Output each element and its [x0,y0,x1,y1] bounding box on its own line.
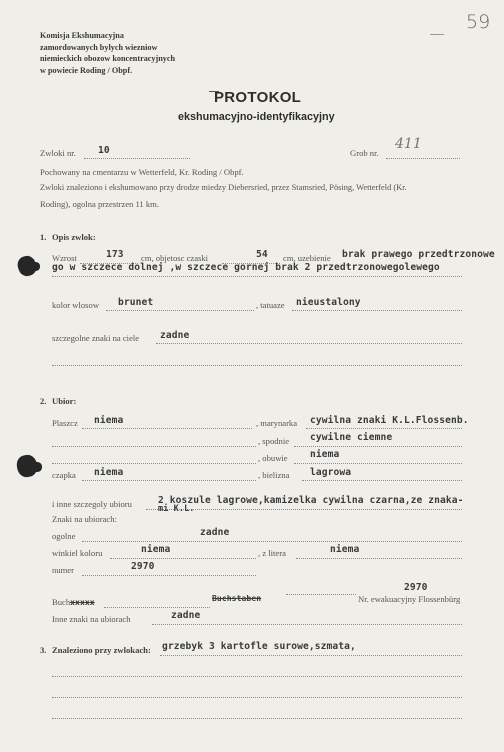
tatuaze-label: , tatuaze [256,300,285,310]
litera-label: , z litera [258,548,286,558]
inne-znaki-value: zadne [171,610,201,621]
plaszcz-value: niema [94,415,124,426]
buch-strikeout: xxxxx [70,598,95,607]
buch-line [104,607,210,608]
blank-line-3 [52,463,256,464]
winkiel-value: niema [141,544,171,555]
blank-line-2 [52,446,256,447]
nr-line [286,594,356,595]
inne-value-2: mi K.L. [158,504,195,514]
section-3-heading: Znaleziono przy zwlokach: [52,645,151,655]
zwloki-label: Zwloki nr. [40,148,76,158]
znaleziono-text-2: Roding), ogolna przestrzen 11 km. [40,199,160,209]
litera-value: niema [330,544,360,555]
pochowany-text: Pochowany na cmentarzu w Wetterfeld, Kr. Roding / Obpf. [40,167,244,177]
numer-label: numer [52,565,74,575]
kolor-line [106,310,254,311]
kolor-value: brunet [118,297,154,308]
marynarka-value: cywilna znaki K.L.Flossenb. [310,415,469,426]
znaki-cialo-line [156,343,462,344]
inne-znaki-line [152,624,462,625]
winkiel-line [110,558,256,559]
spodnie-label: , spodnie [258,436,290,446]
nr-ewakuacyjny-value: 2970 [404,582,428,593]
ogolne-label: ogolne [52,531,76,541]
znaleziono-line-1 [160,655,462,656]
nr-ewakuacyjny-label: Nr. ewakuacyjny Flossenbürg [358,594,461,604]
header-line-1: Komisja Ekshumacyjna [40,31,124,40]
inne-label: i inne szczegoly ubioru [52,499,132,509]
znaki-ubior-label: Znaki na ubiorach: [52,514,117,524]
grob-value: 411 [395,136,422,152]
znaki-cialo-label: szczegolne znaki na ciele [52,333,140,343]
header-line-2: zamordowanych bylych wiezniow [40,43,158,52]
inne-znaki-label: Inne znaki na ubiorach [52,614,131,624]
buch-label-text: Buch [52,597,71,607]
objetosc-label: cm, objetosc czaski [141,253,209,263]
page-subtitle: ekshumacyjno-identyfikacyjny [178,111,335,123]
fingerprint-smudge-2 [30,262,40,271]
uzebienie-value-2: go w szczece dolnej ,w szczece gornej brak 2 przedtrzonowegolewego [52,262,440,273]
pencil-mark [430,34,444,35]
page-number: 59 [466,11,491,33]
czapka-line [82,480,256,481]
wzrost-label: Wzrost [52,253,77,263]
section-3-number: 3. [40,645,47,655]
czaszka-value: 54 [256,249,268,260]
winkiel-label: winkiel koloru [52,548,103,558]
wzrost-value: 173 [106,249,124,260]
uzebienie-value-1: brak prawego przedtrzonowe [342,249,495,260]
grob-line [386,158,460,159]
buch-label [52,597,95,607]
kolor-label: kolor wlosow [52,300,100,310]
zwloki-value: 10 [98,145,110,156]
bielizna-line [302,480,462,481]
znaleziono-line-2 [52,676,462,677]
litera-line [296,558,462,559]
znaki-cialo-value: zadne [160,330,190,341]
obuwie-label: , obuwie [258,453,288,463]
ogolne-value: zadne [200,527,230,538]
bielizna-label: , bielizna [258,470,290,480]
tatuaze-value: nieustalony [296,297,361,308]
czapka-label: czapka [52,470,76,480]
page-title: PROTOKOL [214,89,302,106]
fingerprint-smudge-4 [32,462,42,472]
tatuaze-line [292,310,462,311]
znaleziono-text-1: Zwloki znaleziono i ekshumowano przy drodze miedzy Diebersried, przez Stamsried, Pösing, Wetterfeld (Kr. [40,183,407,192]
header-line-4: w powiecie Roding / Obpf. [40,66,133,75]
obuwie-line [294,463,462,464]
czapka-value: niema [94,467,124,478]
znaleziono-value: grzebyk 3 kartofle surowe,szmata, [162,641,356,652]
strikeout-middle: Buchstaben [212,594,262,603]
spodnie-value: cywilne ciemne [310,432,393,443]
numer-line [82,575,256,576]
marynarka-line [306,428,462,429]
marynarka-label: , marynarka [256,418,298,428]
section-1-number: 1. [40,232,47,242]
znaleziono-line-3 [52,697,462,698]
zwloki-line [84,158,190,159]
section-2-number: 2. [40,396,47,406]
plaszcz-label: Plaszcz [52,418,78,428]
header-line-3: niemieckich obozow koncentracyjnych [40,54,176,63]
uzebienie-line-2 [52,276,462,277]
inne-value-1: 2 koszule lagrowe,kamizelka cywilna czarna,ze znaka- [158,495,464,506]
bielizna-value: lagrowa [310,467,352,478]
spodnie-line [294,446,462,447]
section-1-heading: Opis zwlok: [52,232,96,242]
plaszcz-line [82,428,252,429]
blank-line-1 [52,365,462,366]
uzebienie-label: cm, uzebienie [283,253,331,263]
obuwie-value: niema [310,449,340,460]
section-2-heading: Ubior: [52,396,77,406]
ogolne-line [82,541,462,542]
numer-value: 2970 [131,561,155,572]
grob-label: Grob nr. [350,148,379,158]
znaleziono-line-4 [52,718,462,719]
